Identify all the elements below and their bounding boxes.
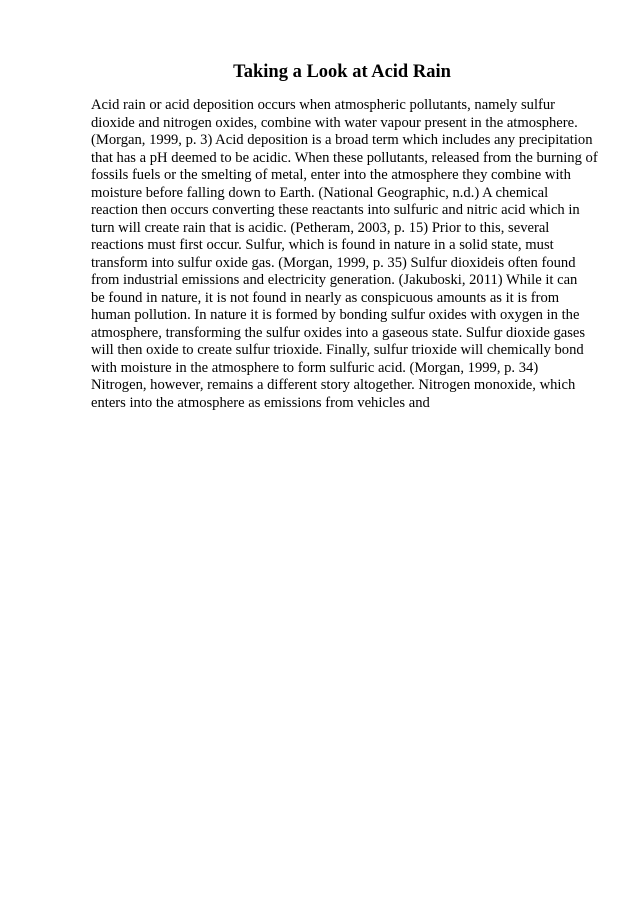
text-line: turn will create rain that is acidic. (Petheram, 2003, p. 15) Prior to this, several (91, 219, 550, 236)
text-line: will then oxide to create sulfur trioxide. Finally, sulfur trioxide will chemically bond (91, 342, 584, 358)
text-line: dioxide and nitrogen oxides, combine with water vapour present in the atmosphere. (91, 114, 578, 131)
text-line: from industrial emissions and electricity generation. (Jakuboski, 2011) While it can (91, 272, 578, 288)
text-line: Acid rain or acid deposition occurs when atmospheric pollutants, namely sulfur (91, 97, 556, 113)
text-line: atmosphere, transforming the sulfur oxides into a gaseous state. Sulfur dioxide gases (91, 324, 586, 341)
text-line: with moisture in the atmosphere to form sulfuric acid. (Morgan, 1999, p. 34) (91, 359, 539, 376)
document-title: Taking a Look at Acid Rain (233, 62, 451, 82)
text-line: fossils fuels or the smelting of metal, enter into the atmosphere they combine with (91, 167, 571, 183)
text-line: (Morgan, 1999, p. 3) Acid deposition is a broad term which includes any precipitation (91, 132, 593, 148)
text-line: transform into sulfur oxide gas. (Morgan, 1999, p. 35) Sulfur dioxideis often found (91, 254, 576, 271)
text-line: human pollution. In nature it is formed by bonding sulfur oxides with oxygen in the (91, 307, 580, 323)
body-paragraph (91, 97, 598, 412)
text-line: that has a pH deemed to be acidic. When these pollutants, released from the burning of (91, 149, 598, 166)
text-line: reactions must first occur. Sulfur, which is found in nature in a solid state, must (91, 237, 554, 253)
text-line: reaction then occurs converting these reactants into sulfuric and nitric acid which in (91, 202, 580, 218)
text-line: be found in nature, it is not found in nearly as conspicuous amounts as it is from (91, 289, 560, 306)
text-line: enters into the atmosphere as emissions from vehicles and (91, 394, 430, 411)
text-line: moisture before falling down to Earth. (National Geographic, n.d.) A chemical (91, 184, 549, 201)
text-line: Nitrogen, however, remains a different story altogether. Nitrogen monoxide, which (91, 377, 576, 393)
